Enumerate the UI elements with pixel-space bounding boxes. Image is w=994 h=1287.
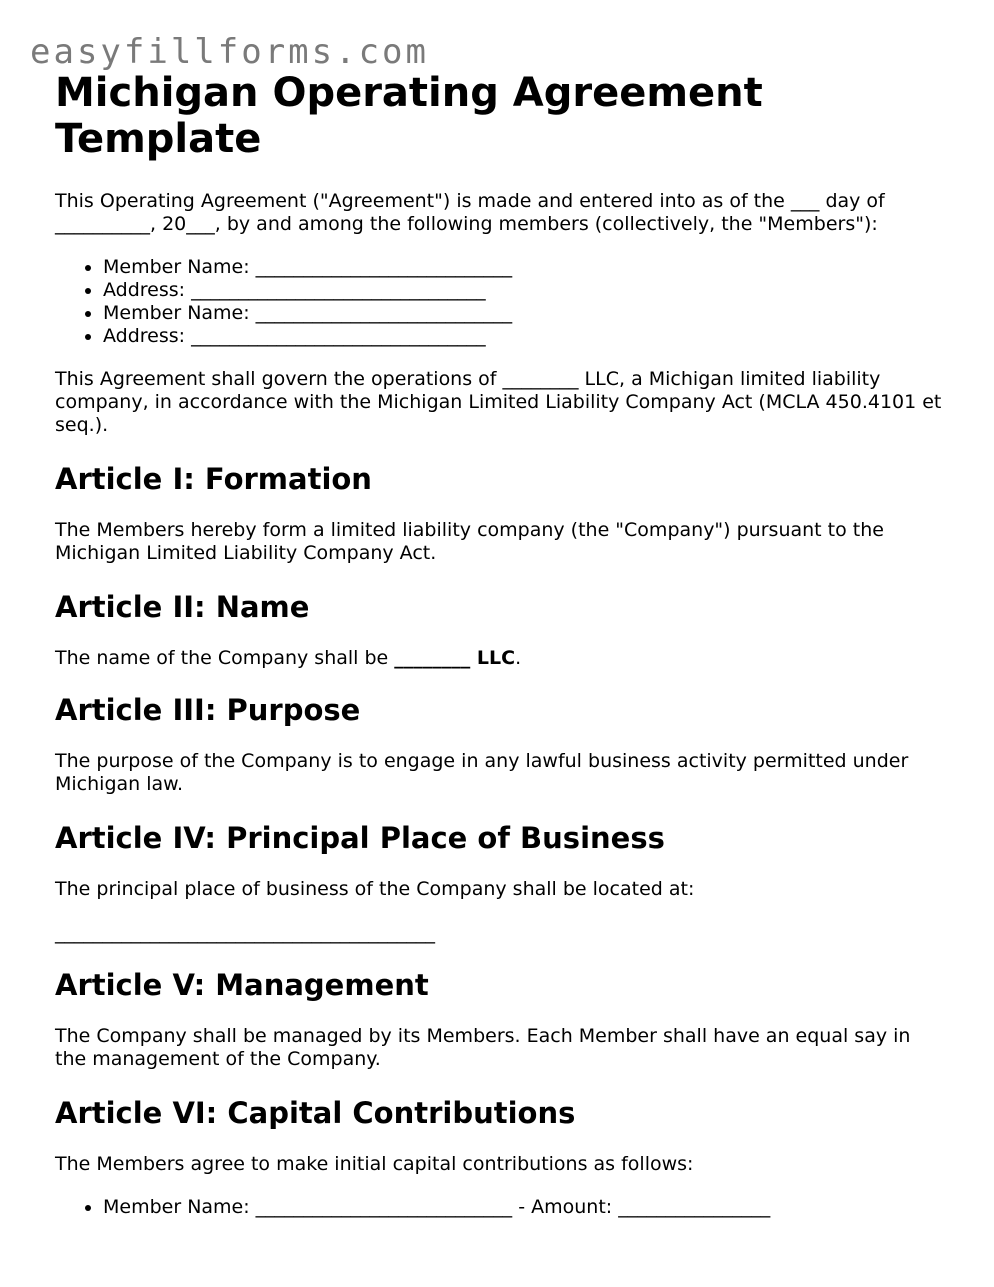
article-place-text: The principal place of business of the Company shall be located at: xyxy=(55,878,695,900)
document-body xyxy=(55,70,945,1219)
article-management-heading: Article V: Management xyxy=(55,968,429,1002)
list-item: • Member Name: ___________________________ - Amount: ________________ xyxy=(103,1196,945,1219)
name-text-suffix: . xyxy=(515,647,522,669)
capital-list xyxy=(55,1196,945,1219)
article-purpose-heading: Article III: Purpose xyxy=(55,693,361,727)
company-name-blank: ________ LLC xyxy=(394,647,516,669)
name-text-prefix: The name of the Company shall be xyxy=(55,647,395,669)
article-management-text: The Company shall be managed by its Members. Each Member shall have an equal say in the management of the Company. xyxy=(55,1025,911,1070)
article-place-heading: Article IV: Principal Place of Business xyxy=(55,821,665,855)
intro-paragraph: This Operating Agreement ("Agreement") is made and entered into as of the ___ day of __________, 20___, by and among the following members (collectively, the "Members"): xyxy=(55,190,885,235)
article-name-text xyxy=(55,647,945,670)
article-formation-heading: Article I: Formation xyxy=(55,462,372,496)
address-blank-line: ________________________________________ xyxy=(55,922,435,944)
page-title: Michigan Operating Agreement Template xyxy=(55,70,763,162)
governance-paragraph: This Agreement shall govern the operations of ________ LLC, a Michigan limited liability company, in accordance with the Michigan Limited Liability Company Act (MCLA 450.4101 et seq.). xyxy=(55,368,942,436)
article-capital-heading: Article VI: Capital Contributions xyxy=(55,1096,576,1130)
watermark: easyfillforms.com xyxy=(30,32,429,72)
list-item: • Address: _______________________________ xyxy=(103,279,945,302)
article-name-heading: Article II: Name xyxy=(55,590,310,624)
article-purpose-text: The purpose of the Company is to engage in any lawful business activity permitted under Michigan law. xyxy=(55,750,909,795)
list-item: • Member Name: ___________________________ xyxy=(103,256,945,279)
article-capital-text: The Members agree to make initial capital contributions as follows: xyxy=(55,1153,694,1175)
list-item: • Member Name: ___________________________ xyxy=(103,302,945,325)
members-list xyxy=(55,256,945,348)
list-item: • Address: _______________________________ xyxy=(103,325,945,348)
article-formation-text: The Members hereby form a limited liability company (the "Company") pursuant to the Michigan Limited Liability Company Act. xyxy=(55,519,884,564)
